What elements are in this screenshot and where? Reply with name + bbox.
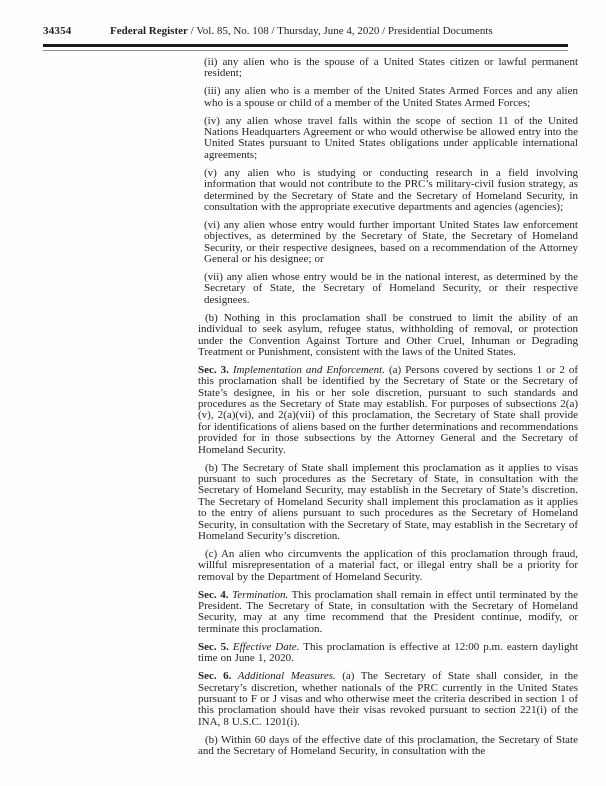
- paragraph-sec3-c: (c) An alien who circumvents the application of this proclamation through fraud, willful misrepresentation of a material fact, or illegal entry shall be a priority for removal by the Department of Homeland Security.: [198, 547, 578, 583]
- page-number: 34354: [43, 25, 72, 37]
- running-head: [0, 25, 606, 41]
- paragraph-roman-vi: (vi) any alien whose entry would further important United States law enforcement objectives, as determined by the Secretary of State, the Secretary of Homeland Security, or their respective designees, based on a recommendation of the Attorney General or his designee; or: [204, 218, 578, 266]
- section-5-text: This proclamation is effective at 12:00 p.m. eastern daylight time on June 1, 2020.: [198, 640, 578, 665]
- section-6-label: Sec. 6.: [198, 670, 232, 683]
- section-3-title: Implementation and Enforcement.: [232, 363, 385, 376]
- paragraph-sec6-b: (b) Within 60 days of the effective date of this proclamation, the Secretary of State and the Secretary of Homeland Security, in consultation with the: [198, 733, 578, 758]
- header-rule-thick: [43, 44, 568, 47]
- paragraph-roman-vii: (vii) any alien whose entry would be in the national interest, as determined by the Secretary of State, the Secretary of Homeland Security, or their respective designees.: [204, 271, 578, 306]
- section-4-title: Termination.: [232, 588, 289, 601]
- section-6-title: Additional Measures.: [237, 670, 336, 683]
- paragraph-sec6-a: [198, 671, 578, 728]
- section-4-label: Sec. 4.: [198, 588, 229, 601]
- section-3-label: Sec. 3.: [198, 363, 229, 376]
- document-text-column: [198, 51, 578, 758]
- section-6-text: (a) The Secretary of State shall consider, in the Secretary’s discretion, whether nationals of the PRC currently in the United States pursuant to F or J visas and who otherwise meet the criteria described in section 1 of this proclamation should have their visas revoked pursuant to section 221(i) of the INA, 8 U.S.C. 1201(i).: [198, 670, 578, 728]
- section-3-text: (a) Persons covered by sections 1 or 2 of this proclamation shall be identified by the Secretary of State or the Secretary of State’s designee, in his or her sole discretion, pursuant to such standards and procedures as the Secretary of State may establish. For purposes of subsections 2(a)(v), 2(a)(vi), and 2(a)(vii) of this proclamation, the Secretary of State shall provide for identifications of aliens based on the further determinations and recommendations provided for in those subsections by the Attorney General and the Secretary of Homeland Security.: [198, 363, 578, 456]
- paragraph-roman-iv: (iv) any alien whose travel falls within the scope of section 11 of the United Nations Headquarters Agreement or who would otherwise be allowed entry into the United States pursuant to United States obligations under applicable international agreements;: [204, 114, 578, 161]
- paragraph-sec2-b: (b) Nothing in this proclamation shall be construed to limit the ability of an individual to seek asylum, refugee status, withholding of removal, or protection under the Convention Against Torture and Other Cruel, Inhuman or Degrading Treatment or Punishment, consistent with the laws of the United States.: [198, 311, 578, 358]
- paragraph-roman-ii: (ii) any alien who is the spouse of a United States citizen or lawful permanent resident;: [204, 56, 578, 80]
- paragraph-sec3-b: (b) The Secretary of State shall implement this proclamation as it applies to visas pursuant to such procedures as the Secretary of State, in consultation with the Secretary of Homeland Security, may establish in the Secretary of State’s discretion. The Secretary of Homeland Security shall implement this proclamation as it applies to the entry of aliens pursuant to such procedures as the Secretary of Homeland Security, in consultation with the Secretary of State, may establish in the Secretary of Homeland Security’s discretion.: [198, 461, 578, 543]
- paragraph-sec4: [198, 590, 578, 636]
- issue-info: / Vol. 85, No. 108 / Thursday, June 4, 2020 / Presidential Documents: [190, 25, 493, 37]
- section-5-label: Sec. 5.: [198, 640, 229, 653]
- paragraph-roman-v: (v) any alien who is studying or conducting research in a field involving information that would not contribute to the PRC’s military-civil fusion strategy, as determined by the Secretary of State and the Secretary of Homeland Security, in consultation with the appropriate executive departments and agencies (agencies);: [204, 166, 578, 213]
- journal-name: Federal Register: [110, 25, 188, 37]
- paragraph-roman-iii: (iii) any alien who is a member of the United States Armed Forces and any alien who is a spouse or child of a member of the United States Armed Forces;: [204, 85, 578, 109]
- paragraph-sec3-a: [198, 365, 578, 456]
- running-head-title: [110, 25, 493, 37]
- section-4-text: This proclamation shall remain in effect until terminated by the President. The Secretary of State, in consultation with the Secretary of Homeland Security, may at any time recommend that the President continue, modify, or terminate this proclamation.: [198, 588, 578, 635]
- section-5-title: Effective Date.: [232, 640, 300, 653]
- paragraph-sec5: [198, 642, 578, 665]
